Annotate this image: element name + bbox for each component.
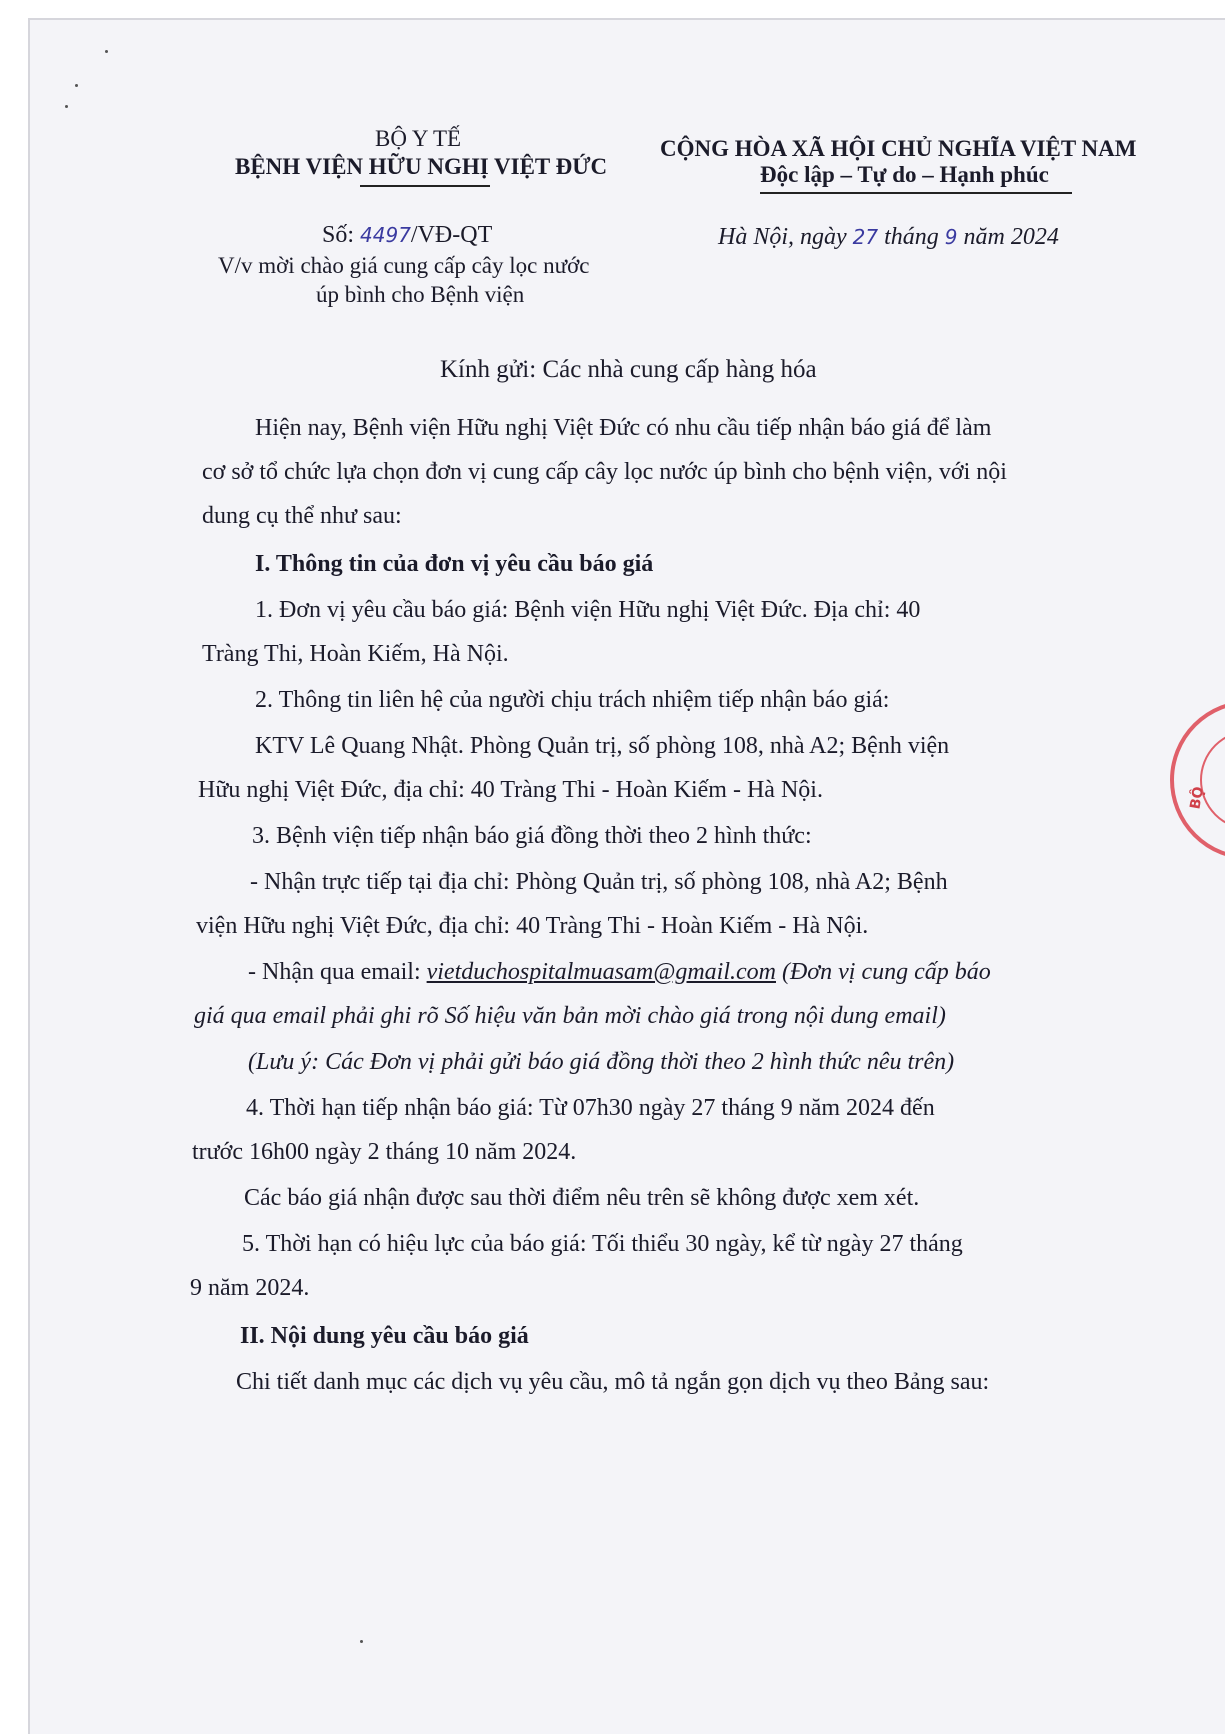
item-3-direct-line-2: viện Hữu nghị Việt Đức, địa chỉ: 40 Tràng Thi - Hoàn Kiếm - Hà Nội.	[196, 913, 869, 939]
document-page	[28, 18, 1225, 1734]
item-3-note: (Lưu ý: Các Đơn vị phải gửi báo giá đồng thời theo 2 hình thức nêu trên)	[248, 1049, 955, 1075]
date-prefix: Hà Nội, ngày	[718, 224, 847, 250]
document-number	[322, 222, 492, 249]
item-3-title: 3. Bệnh viện tiếp nhận báo giá đồng thời theo 2 hình thức:	[252, 823, 812, 849]
speck	[75, 84, 78, 87]
number-handwritten: 4497	[360, 223, 411, 247]
salutation: Kính gửi: Các nhà cung cấp hàng hóa	[440, 356, 817, 383]
date-month-label: tháng	[884, 224, 939, 250]
item-4-line-1: 4. Thời hạn tiếp nhận báo giá: Từ 07h30 ngày 27 tháng 9 năm 2024 đến	[246, 1095, 935, 1121]
motto-underline	[760, 192, 1072, 194]
email-note-1: (Đơn vị cung cấp báo	[781, 959, 991, 985]
email-note-2: giá qua email phải ghi rõ Số hiệu văn bản mời chào giá trong nội dung email)	[194, 1003, 946, 1029]
number-prefix: Số:	[322, 222, 355, 248]
motto: Độc lập – Tự do – Hạnh phúc	[760, 162, 1049, 187]
republic-title: CỘNG HÒA XÃ HỘI CHỦ NGHĨA VIỆT NAM	[660, 136, 1137, 161]
email-prefix: - Nhận qua email:	[248, 959, 421, 985]
section-2-title: II. Nội dung yêu cầu báo giá	[240, 1323, 529, 1349]
item-2-title: 2. Thông tin liên hệ của người chịu trách nhiệm tiếp nhận báo giá:	[255, 687, 890, 713]
section-2-text: Chi tiết danh mục các dịch vụ yêu cầu, mô tả ngắn gọn dịch vụ theo Bảng sau:	[236, 1369, 990, 1395]
subject-line-2: úp bình cho Bệnh viện	[316, 282, 525, 307]
subject-line-1: V/v mời chào giá cung cấp cây lọc nước	[218, 253, 590, 278]
document-date	[718, 224, 1059, 251]
date-day-handwritten: 27	[852, 225, 879, 249]
date-month-handwritten: 9	[944, 225, 958, 249]
item-1-line-2: Tràng Thi, Hoàn Kiếm, Hà Nội.	[202, 641, 509, 667]
item-2-line-1: KTV Lê Quang Nhật. Phòng Quản trị, số phòng 108, nhà A2; Bệnh viện	[255, 733, 950, 759]
speck	[65, 105, 68, 108]
stamp-text: BỘ	[1187, 785, 1208, 811]
speck	[105, 50, 108, 53]
ministry-name: BỘ Y TẾ	[375, 126, 462, 151]
item-3-direct-line-1: - Nhận trực tiếp tại địa chỉ: Phòng Quản trị, số phòng 108, nhà A2; Bệnh	[250, 869, 948, 895]
section-1-title: I. Thông tin của đơn vị yêu cầu báo giá	[255, 551, 654, 577]
email-link[interactable]: vietduchospitalmuasam@gmail.com	[426, 959, 776, 985]
hospital-underline	[360, 185, 490, 187]
item-4-note: Các báo giá nhận được sau thời điểm nêu trên sẽ không được xem xét.	[244, 1185, 920, 1211]
intro-line-2: cơ sở tổ chức lựa chọn đơn vị cung cấp cây lọc nước úp bình cho bệnh viện, với nội	[202, 459, 1007, 485]
number-suffix: /VĐ-QT	[410, 222, 493, 248]
item-1-line-1: 1. Đơn vị yêu cầu báo giá: Bệnh viện Hữu nghị Việt Đức. Địa chỉ: 40	[255, 597, 921, 623]
intro-line-3: dung cụ thể như sau:	[202, 503, 402, 529]
item-2-line-2: Hữu nghị Việt Đức, địa chỉ: 40 Tràng Thi - Hoàn Kiếm - Hà Nội.	[198, 777, 823, 803]
item-5-line-2: 9 năm 2024.	[190, 1275, 310, 1301]
speck	[360, 1640, 363, 1643]
intro-line-1: Hiện nay, Bệnh viện Hữu nghị Việt Đức có nhu cầu tiếp nhận báo giá để làm	[255, 415, 992, 441]
item-5-line-1: 5. Thời hạn có hiệu lực của báo giá: Tối thiểu 30 ngày, kể từ ngày 27 tháng	[242, 1231, 963, 1257]
date-year: năm 2024	[963, 224, 1059, 250]
hospital-name: BỆNH VIỆN HỮU NGHỊ VIỆT ĐỨC	[235, 154, 608, 179]
item-3-email-line	[248, 950, 991, 994]
item-4-line-2: trước 16h00 ngày 2 tháng 10 năm 2024.	[192, 1139, 577, 1165]
